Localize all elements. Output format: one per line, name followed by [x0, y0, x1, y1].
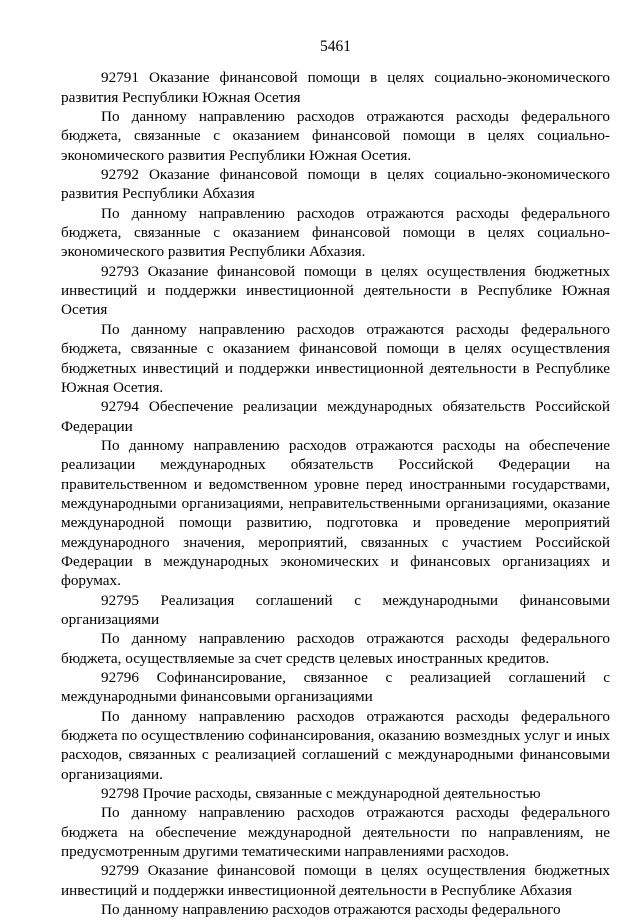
paragraph: 92793 Оказание финансовой помощи в целях осуществления бюджетных инвестиций и поддержки инвестиционной деятельности в Республике Южная Осетия — [61, 262, 610, 319]
paragraph: По данному направлению расходов отражаются расходы на обеспечение реализации международных обязательств Российской Федерации на правительственном и ведомственном уровне перед иностранными государствами, международными организациями, неправительственными организациями, оказание международной помощи развитию, подготовка и проведение мероприятий международного значения, мероприятий, связанных с участием Российской Федерации в международных экономических и финансовых организациях и форумах. — [61, 436, 610, 590]
paragraph: По данному направлению расходов отражаются расходы федерального бюджета, связанные с оказанием финансовой помощи в целях социально-экономического развития Республики Южная Осетия. — [61, 108, 610, 164]
paragraph: По данному направлению расходов отражаются расходы федерального — [101, 901, 561, 919]
page-number: 5461 — [320, 38, 351, 55]
document-body — [61, 68, 610, 919]
paragraph: По данному направлению расходов отражаются расходы федерального бюджета по осуществлению софинансирования, оказанию возмездных услуг и иных расходов, связанных с реализацией соглашений с международными финансовыми организациями. — [61, 707, 610, 783]
paragraph: По данному направлению расходов отражаются расходы федерального бюджета на обеспечение международной деятельности по направлениям, не предусмотренным другими тематическими направлениями расходов. — [61, 804, 610, 861]
paragraph: По данному направлению расходов отражаются расходы федерального бюджета, осуществляемые за счет средств целевых иностранных кредитов. — [61, 630, 610, 667]
paragraph: 92791 Оказание финансовой помощи в целях социально-экономического развития Республики Южная Осетия — [61, 69, 610, 106]
paragraph: По данному направлению расходов отражаются расходы федерального бюджета, связанные с оказанием финансовой помощи в целях социально-экономического развития Республики Абхазия. — [61, 204, 610, 261]
paragraph: 92792 Оказание финансовой помощи в целях социально-экономического развития Республики Абхазия — [61, 166, 610, 203]
paragraph: 92799 Оказание финансовой помощи в целях осуществления бюджетных инвестиций и поддержки инвестиционной деятельности в Республике Абхазия — [61, 862, 610, 899]
paragraph: 92795 Реализация соглашений с международными финансовыми организациями — [61, 591, 610, 628]
paragraph: 92796 Софинансирование, связанное с реализацией соглашений с международными финансовыми организациями — [61, 669, 610, 706]
paragraph: По данному направлению расходов отражаются расходы федерального бюджета, связанные с оказанием финансовой помощи в целях осуществления бюджетных инвестиций и поддержки инвестиционной деятельности в Республике Южная Осетия. — [61, 320, 610, 396]
paragraph: 92794 Обеспечение реализации международных обязательств Российской Федерации — [61, 398, 610, 435]
paragraph: 92798 Прочие расходы, связанные с международной деятельностью — [101, 785, 541, 803]
